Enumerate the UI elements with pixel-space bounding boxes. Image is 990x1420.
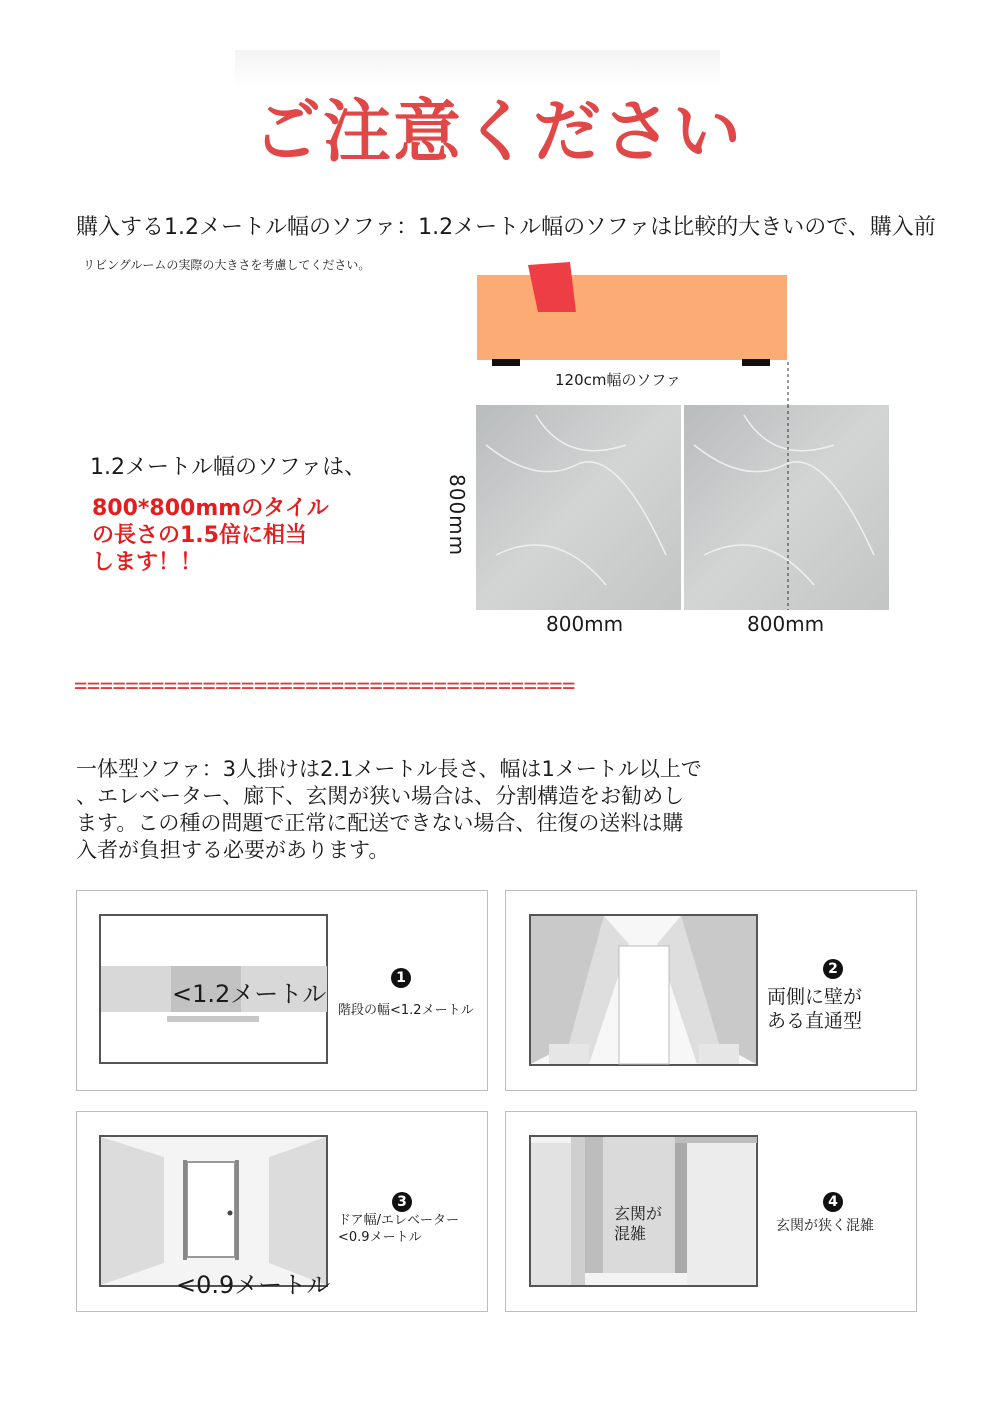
card-caption — [338, 1212, 459, 1246]
warning-line: の長さの1.5倍に相当 — [92, 523, 307, 548]
sofa-note-warning — [92, 495, 329, 576]
delivery-notice — [76, 756, 796, 864]
sofa-leg — [742, 359, 770, 366]
tile — [476, 405, 681, 610]
card-caption: 玄関が狭く混雑 — [776, 1218, 874, 1234]
card-corridor — [505, 890, 917, 1091]
card-caption: 階段の幅<1.2メートル — [338, 1003, 474, 1018]
number-badge: 3 — [392, 1192, 412, 1212]
width-label: 800mm — [747, 612, 825, 636]
height-label: 800mm — [445, 474, 469, 557]
card-stairs — [76, 890, 488, 1091]
entrance-inner-label — [614, 1204, 662, 1244]
width-overlay-label: <1.2メートル — [172, 980, 327, 1008]
intro-line: 購入する1.2メートル幅のソファ：1.2メートル幅のソファは比較的大きいので、購入前 — [76, 215, 936, 240]
sofa-note-line: 1.2メートル幅のソファは、 — [90, 455, 367, 480]
sofa-illustration — [470, 255, 800, 370]
caption-line: <0.9メートル — [338, 1230, 422, 1245]
number-badge: 4 — [823, 1192, 843, 1212]
notice-line: 、エレベーター、廊下、玄関が狭い場合は、分割構造をお勧めし — [76, 784, 685, 808]
width-overlay-label: <0.9メートル — [176, 1271, 331, 1299]
tile — [684, 405, 889, 610]
caption-line: ドア幅/エレベーター — [338, 1213, 459, 1228]
tile-illustration — [476, 405, 889, 611]
inner-line: 混雑 — [614, 1224, 647, 1243]
inner-line: 玄関が — [614, 1204, 663, 1223]
sofa-body — [477, 275, 787, 360]
measure-line-top — [786, 362, 790, 406]
sofa-leg — [492, 359, 520, 366]
warning-line: 800*800mmのタイル — [92, 496, 329, 521]
corridor-illustration — [529, 914, 759, 1067]
divider: ======================================= — [74, 674, 575, 699]
notice-line: ます。この種の問題で正常に配送できない場合、往復の送料は購 — [76, 811, 684, 835]
number-badge: 2 — [823, 959, 843, 979]
caption-line: ある直通型 — [767, 1010, 863, 1032]
sofa-caption: 120cm幅のソファ — [555, 371, 681, 389]
card-door — [76, 1111, 488, 1312]
number-badge: 1 — [391, 968, 411, 988]
card-entrance — [505, 1111, 917, 1312]
width-label: 800mm — [546, 612, 624, 636]
caption-line: 両側に壁が — [767, 986, 863, 1008]
notice-line: 一体型ソファ：3人掛けは2.1メートル長さ、幅は1メートル以上で — [76, 757, 702, 781]
warning-line: します！！ — [92, 550, 203, 575]
card-caption — [767, 985, 862, 1033]
page-title: ご注意ください — [253, 93, 744, 172]
notice-line: 入者が負担する必要があります。 — [76, 838, 390, 862]
intro-subline: リビングルームの実際の大きさを考慮してください。 — [83, 258, 371, 272]
